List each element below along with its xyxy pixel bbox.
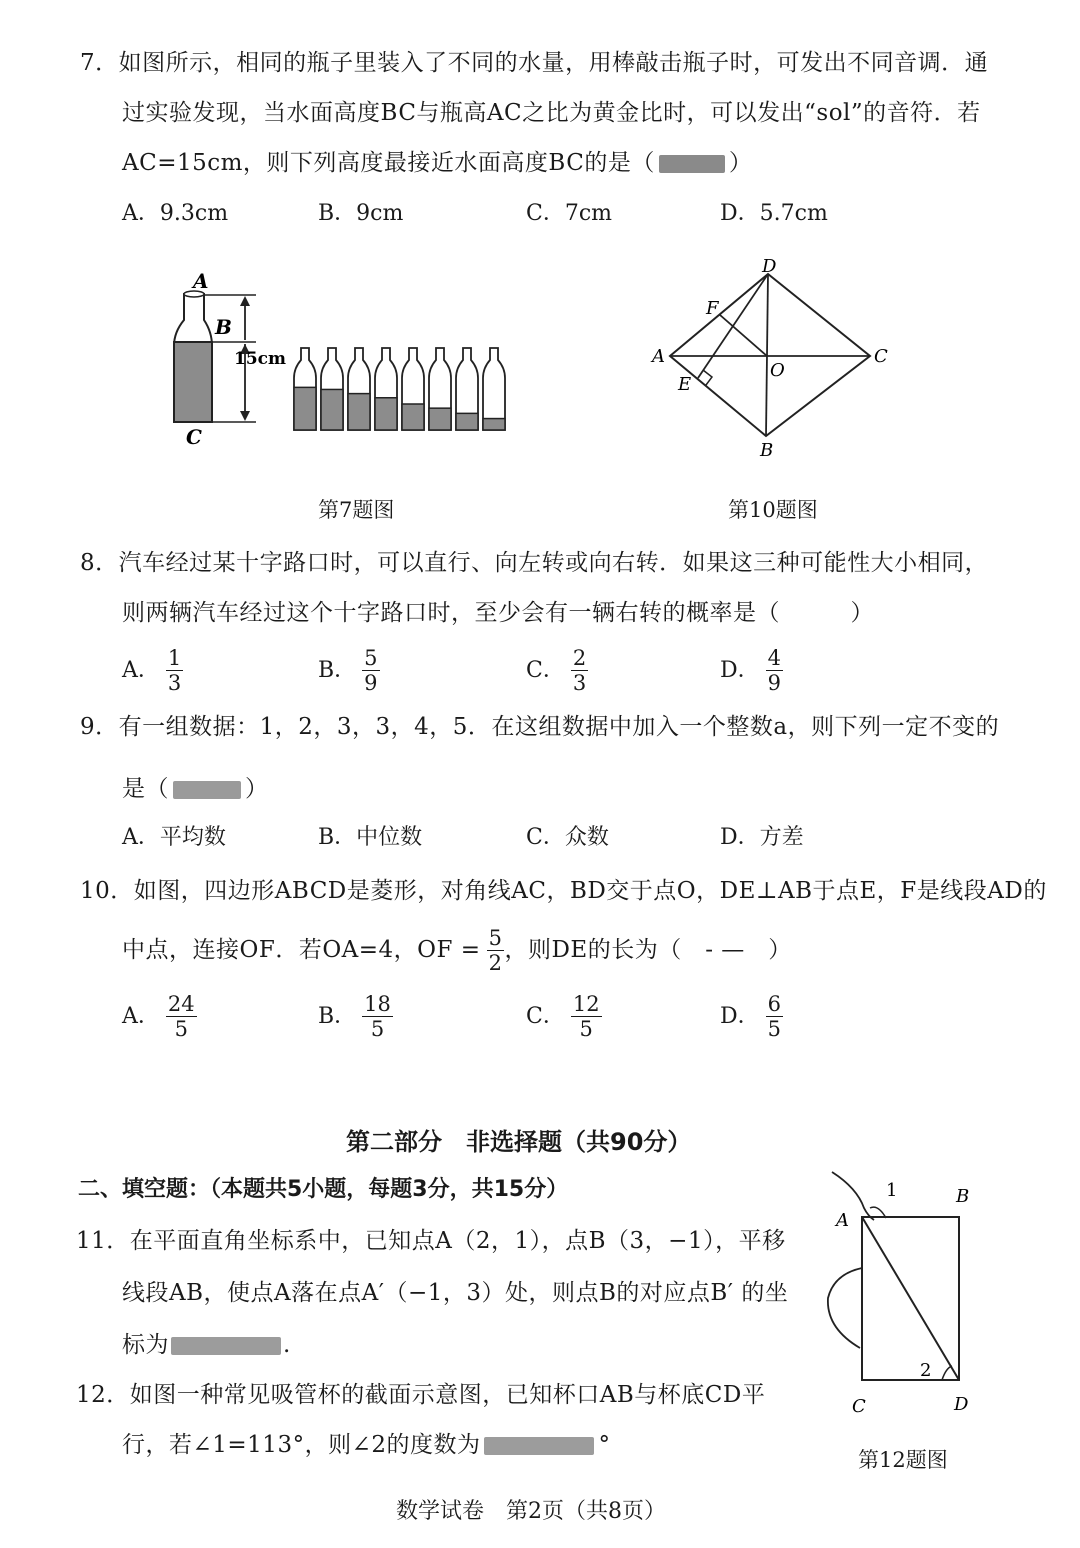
q10-option-d: D． $\frac{6}{5}$ — [720, 992, 782, 1041]
label-f: F — [706, 298, 719, 319]
label-a: A — [652, 346, 665, 367]
q11-line-3: 标为 . — [122, 1332, 291, 1358]
label-a: A — [836, 1210, 849, 1231]
q9-line-2: 是（ ） — [122, 776, 269, 802]
label-c: C — [186, 425, 202, 449]
q11-line-1: 11．在平面直角坐标系中，已知点A（2，1），点B（3，−1），平移 — [76, 1228, 786, 1254]
q7-bottles-figure — [160, 262, 520, 452]
label-b: B — [760, 440, 774, 461]
q8-line-1: 8．汽车经过某十字路口时，可以直行、向左转或向右转．如果这三种可能性大小相同， — [80, 550, 989, 576]
label-d: D — [954, 1394, 969, 1415]
q7-line-1: 7．如图所示，相同的瓶子里装入了不同的水量，用棒敲击瓶子时，可发出不同音调．通 — [80, 50, 989, 76]
redacted-answer — [171, 1337, 281, 1355]
label-b: B — [956, 1186, 970, 1207]
small-bottle-water — [429, 408, 451, 430]
q8-option-b: B． $\frac{5}{9}$ — [318, 646, 378, 695]
label-15cm: 15cm — [234, 349, 286, 369]
label-c: C — [874, 346, 888, 367]
q7-figure-caption: 第7题图 — [318, 498, 395, 522]
q9-option-b: B．中位数 — [318, 825, 423, 850]
q8-option-c: C． $\frac{2}{3}$ — [526, 646, 587, 695]
q10-option-a: A． $\frac{24}{5}$ — [122, 992, 195, 1041]
label-angle-1: 1 — [886, 1180, 898, 1201]
q7-line-2: 过实验发现，当水面高度BC与瓶高AC之比为黄金比时，可以发出“sol”的音符．若 — [122, 100, 981, 126]
part2-heading: 第二部分 非选择题（共90分） — [346, 1128, 692, 1156]
label-b: B — [215, 315, 232, 339]
q7-option-a: A．9.3cm — [122, 201, 229, 226]
q12-line-1: 12．如图一种常见吸管杯的截面示意图，已知杯口AB与杯底CD平 — [76, 1382, 766, 1408]
q10-rhombus-figure — [640, 256, 900, 466]
q7-option-c: C．7cm — [526, 201, 613, 226]
page-footer: 数学试卷 第2页（共8页） — [396, 1499, 666, 1524]
q7-line-3-end: ） — [728, 150, 753, 176]
small-bottle-water — [402, 404, 424, 430]
small-bottle-water — [321, 389, 343, 430]
q10-option-b: B． $\frac{18}{5}$ — [318, 992, 391, 1041]
small-bottle-water — [348, 394, 370, 430]
q12-line-2: 行，若∠1=113°，则∠2的度数为 ° — [122, 1432, 611, 1458]
label-a: A — [193, 269, 209, 293]
section-fill-in: 二、填空题：（本题共5小题，每题3分，共15分） — [78, 1177, 569, 1202]
q12-cup-figure — [812, 1168, 1002, 1428]
small-bottle-water — [375, 398, 397, 430]
small-bottle-water — [294, 387, 316, 430]
label-e: E — [678, 374, 692, 395]
big-bottle — [174, 291, 212, 422]
q9-option-d: D．方差 — [720, 825, 804, 850]
redacted-answer — [659, 155, 725, 173]
q10-line-2: 中点，连接OF．若OA=4，OF = $\frac{5}{2}$ ，则DE的长为（ - — ） — [122, 926, 792, 975]
q12-figure-caption: 第12题图 — [858, 1448, 948, 1472]
q7-option-d: D．5.7cm — [720, 201, 828, 226]
q8-line-2: 则两辆汽车经过这个十字路口时，至少会有一辆右转的概率是（ ） — [122, 600, 874, 626]
q8-option-d: D． $\frac{4}{9}$ — [720, 646, 782, 695]
q10-figure-caption: 第10题图 — [728, 498, 818, 522]
q9-option-a: A．平均数 — [122, 825, 226, 850]
small-bottle-water — [483, 419, 505, 430]
q10-line-1: 10．如图，四边形ABCD是菱形，对角线AC，BD交于点O，DE⊥AB于点E，F是线段AD的 — [80, 878, 1047, 904]
small-bottle-water — [456, 413, 478, 430]
label-o: O — [770, 360, 785, 381]
small-bottles — [294, 348, 505, 430]
label-d: D — [762, 256, 777, 277]
q7-option-b: B．9cm — [318, 201, 404, 226]
redacted-answer — [173, 781, 241, 799]
small-bottle — [483, 348, 505, 430]
q9-line-1: 9．有一组数据：1，2，3，3，4，5．在这组数据中加入一个整数a，则下列一定不变的 — [80, 714, 1000, 740]
q11-line-2: 线段AB，使点A落在点A′（−1，3）处，则点B的对应点B′ 的坐 — [122, 1280, 789, 1306]
q7-line-3-text: AC=15cm，则下列高度最接近水面高度BC的是（ — [122, 150, 655, 176]
q7-line-3 — [122, 144, 752, 177]
q8-option-a: A． $\frac{1}{3}$ — [122, 646, 182, 695]
label-c: C — [852, 1396, 866, 1417]
redacted-answer — [484, 1437, 594, 1455]
q9-option-c: C．众数 — [526, 825, 609, 850]
label-angle-2: 2 — [920, 1360, 932, 1381]
q10-option-c: C． $\frac{12}{5}$ — [526, 992, 600, 1041]
